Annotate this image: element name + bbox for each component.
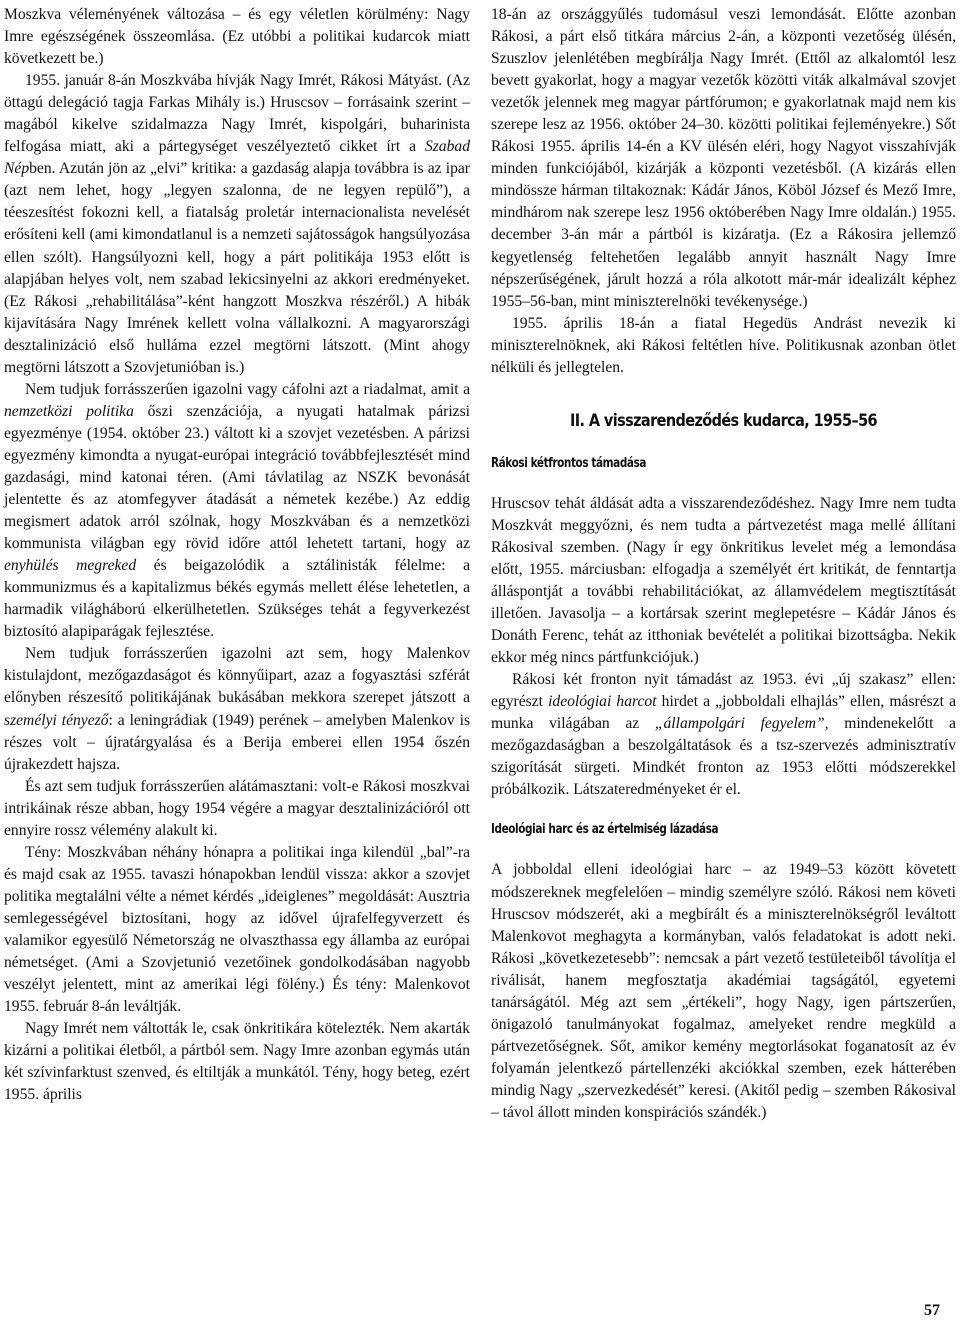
right-column bbox=[491, 4, 956, 1124]
paragraph: Tény: Moszkvában néhány hónapra a politikai inga kilendül „bal”-ra és majd csak az 1955. tavaszi hónapokban lendül vissza: akkor a szovjet politika megtalálni vélte a német kérdés „ideiglenes” megoldását: Ausztria semlegességével biztosítani, hogy az idővel újrafelfegyverzett és valamikor egyesülő Németország ne olvaszthassa egy államba az európai németséget. (Ami a Szovjetunió vezetőinek gondolkodásában nagyobb veszélyt jelentett, mint az amerikai légi fölény.) És tény: Malenkovot 1955. február 8-án leváltják. bbox=[4, 843, 470, 1016]
subsection-title: Ideológiai harc és az értelmiség lázadása bbox=[491, 822, 719, 838]
paragraph: A jobboldal elleni ideológiai harc – az 1949–53 között követett módszereknek megfelelően – mindig személyre szóló. Rákosi nem követi Hruscsov módszerét, aki a megbírált és a miniszterelnökségről leváltott Malenkovot meghagyta a kormányban, valós feladatokat is adott neki. Rákosi „következetesebb”: nemcsak a párt vezető testületeiből távolítja el riválisát, hanem megfosztatja akadémiai tagságától, egyetemi tanárságától. Még azt sem „értékeli”, hogy Nagy, igen pártszerűen, önigazoló tanulmányokat fogalmaz, amelyeket rendre megküld a pártvezetőségnek. Sőt, amikor kemény megtorlásokat foganatosít az év folyamán jelentkező pártellenzéki akciókkal szemben, ezek hátterében mindig Nagy „szervezkedését” keresi. (Akitől pedig – szemben Rákosival – távol állott minden konspirációs szándék.) bbox=[491, 861, 956, 1121]
paragraph: És azt sem tudjuk forrásszerűen alátámasztani: volt-e Rákosi moszkvai intrikáinak része abban, hogy 1954 végére a magyar desztalinizációról ott ennyire rossz vélemény alakult ki. bbox=[4, 777, 470, 839]
paragraph: Nem tudjuk forrásszerűen igazolni azt sem, hogy Malenkov kistulajdont, mezőgazdaságot és könnyűipart, azaz a fogyasztási szférát előnyben részesítő politikájának bukásában mekkora szerepet játszott a személyi tényező: a leningrádiak (1949) perének – amelyben Malenkov is részes volt – újratárgyalása és a Berija emberei ellen 1954 őszén újrakezdett hajsza. bbox=[4, 645, 471, 773]
paragraph: Nem tudjuk forrásszerűen igazolni vagy cáfolni azt a riadalmat, amit a nemzetközi politika őszi szenzációja, a nyugati hatalmak párizsi egyezménye (1954. október 23.) váltott ki a szovjet vezetésben. A párizsi egyezmény kimondta a nyugat-európai integráció továbbfejlesztését mind gazdasági, mind katonai téren. (Ami távlatilag az NSZK bevonását jelentette és az atomfegyver átadását a németek kezébe.) Az eddig megismert adatok arról szólnak, hogy Moszkvában és a nemzetközi kommunista világban egy rövid időre attól lehetett tartani, hogy az enyhülés megreked és beigazolódik a sztálinisták félelme: a kommunizmus és a kapitalizmus békés egymás mellett élése lehetetlen, a harmadik világháború elkerülhetetlen. Szükséges tehát a fegyverkezést biztosító alapiparágak fejlesztése. bbox=[4, 380, 471, 641]
section-title: II. A visszarendeződés kudarca, 1955–56 bbox=[569, 410, 877, 431]
subsection-title: Rákosi kétfrontos támadása bbox=[491, 455, 647, 471]
paragraph: Rákosi két fronton nyit támadást az 1953. évi „új szakasz” ellen: egyrészt ideológiai harcot hirdet a „jobboldali elhajlás” ellen, másrészt a munka világában az „állampolgári fegyelem”, mindenekelőtt a mezőgazdaságban a beszolgáltatások és a tsz-szervezés adminisztratív szigorítását sürgeti. Mindkét fronton az 1953 előtti módszerekkel próbálkozik. Látszateredményeket ér el. bbox=[491, 671, 956, 799]
paragraph: Moszkva véleményének változása – és egy véletlen körülmény: Nagy Imre egészségének összeomlása. (Ez utóbbi a politikai kudarcok miatt következett be.) bbox=[4, 6, 470, 68]
paragraph: 1955. április 18-án a fiatal Hegedüs Andrást nevezik ki miniszterelnöknek, aki Rákosi feltétlen híve. Politikusnak azonban ötlet nélküli és jellegtelen. bbox=[491, 314, 956, 376]
paragraph: Hruscsov tehát áldását adta a visszarendeződéshez. Nagy Imre nem tudta Moszkvát meggyőzni, és nem tudta a pártvezetést maga mellé állítani Rákosival szemben. (Nagy ír egy önkritikus levelet még a lemondása előtt, 1955. márciusban: elfogadja a személyét ért kritikát, de fenntartja álláspontját a további rehabilitációkat, az államvédelem megtisztítását illetően. Javasolja – a kortársak szerint meglepetésre – Kádár János és Donáth Ferenc, tehát az itthoniak bevételét a politikai bizottságba. Nekik ekkor még nincs pártfunkciójuk.) bbox=[491, 494, 956, 667]
page-number: 57 bbox=[924, 1302, 940, 1319]
paragraph: 1955. január 8-án Moszkvába hívják Nagy Imrét, Rákosi Mátyást. (Az öttagú delegáció tagja Farkas Mihály is.) Hruscsov – forrásaink szerint – magából kikelve szidalmazza Nagy Imrét, kispolgári, buharinista felfogása miatt, aki a pártegységet veszélyeztető cikket írt a Szabad Népben. Azután jön az „elvi” kritika: a gazdaság alapja továbbra is az ipar (azt nem lehet, hogy „legyen szalonna, de ne legyen repülő”), a téeszesítést fokozni kell, a fiatalság proletár internacionalista nevelését erősíteni kell (ami kimondatlanul is a nemzeti sajátosságok hangsúlyozása ellen szólt). Hangsúlyozni kell, hogy a párt politikája 1953 előtt is alapjában helyes volt, nem szabad lekicsinyelni az akkori eredményeket. (Ez Rákosi „rehabilitálása”-ként hangzott Moszkva részéről.) A hibák kijavítására Nagy Imrének kellett volna vállalkozni. A magyarországi desztalinizáció első hulláma ezzel megtörni látszott. (Mint ahogy megtörni látszott a Szovjetunióban is.) bbox=[4, 72, 470, 376]
paragraph: 18-án az országgyűlés tudomásul veszi lemondását. Előtte azonban Rákosi, a párt első titkára március 2-án, a központi vezetőség ülésén, Szuszlov jelenlétében megbírálja Nagy Imrét. (Ettől az alkalomtól lesz bevett gyakorlat, hogy a magyar vezetők közötti viták alkalmával szovjet vezetők jelennek meg magyar pártfórumon; e gyakorlatnak majd nem kis szerepe lesz az 1956. október 24–30. közötti politikai fejleményekre.) Sőt Rákosi 1955. április 14-én a KV ülésén eléri, hogy Nagyot visszahívják minden funkciójából, kizárják a központi vezetésből. (A kizárás ellen mindössze hárman tiltakoznak: Kádár János, Köböl József és Mező Imre, mindhárom nak szerepe lesz 1956 októberében Nagy Imre oldalán.) 1955. december 3-án már a pártból is kizáratja. (Ez a Rákosira jellemző kegyetlenség feltehetően legalább annyit használt Nagy Imre népszerűségének, járult hozzá a róla alkotott már-már idealizált képhez 1955–56-ban, mint miniszterelnöki tevékenysége.) bbox=[491, 6, 956, 310]
paragraph: Nagy Imrét nem váltották le, csak önkritikára kötelezték. Nem akarták kizárni a politikai életből, a pártból sem. Nagy Imre azonban egymás után két szívinfarktust szenved, és eltiltják a munkától. Tény, hogy beteg, ezért 1955. április bbox=[4, 1020, 470, 1104]
left-column bbox=[4, 4, 470, 1106]
